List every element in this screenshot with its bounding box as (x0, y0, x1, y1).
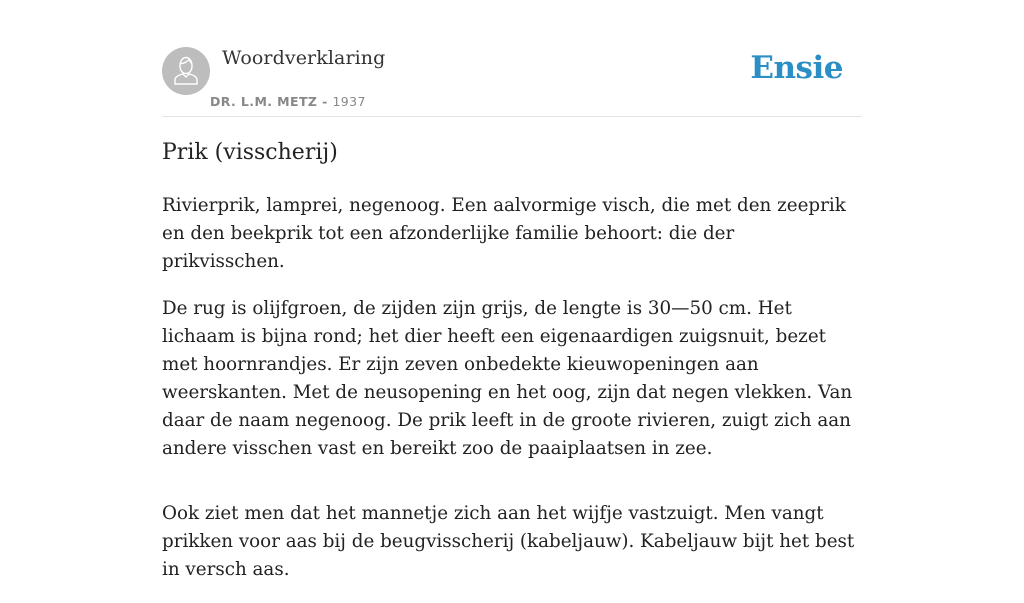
paragraph-1: Rivierprik, lamprei, negenoog. Een aalvormige visch, die met den zeeprik en den beekprik tot een afzonderlijke familie behoort: die der prikvisschen. (162, 195, 846, 272)
source-separator: - (317, 94, 333, 109)
entry-header (162, 46, 862, 117)
paragraph-2: De rug is olijfgroen, de zijden zijn grijs, de lengte is 30—50 cm. Het lichaam is bijna rond; het dier heeft een eigenaardigen zuigsnuit, bezet met hoornrandjes. Er zijn zeven onbedekte kieuwopeningen aan weerskanten. Met de neusopening en het oog, zijn dat negen vlekken. Van daar de naam negenoog. De prik leeft in de groote rivieren, zuigt zich aan andere visschen vast en bereikt zoo de paaiplaatsen in zee. (162, 298, 853, 459)
entry-title: Prik (visscherij) (162, 140, 338, 165)
ensie-logo[interactable]: Ensie (750, 50, 843, 86)
author-name[interactable]: DR. L.M. METZ (210, 94, 318, 109)
author-avatar[interactable] (162, 47, 210, 95)
source-year: 1937 (332, 94, 366, 109)
paragraph-3: Ook ziet men dat het mannetje zich aan het wijfje vastzuigt. Men vangt prikken voor aas bij de beugvisscherij (kabeljauw). Kabeljauw bijt het best in versch aas. (162, 503, 855, 580)
user-icon (162, 47, 210, 95)
source-attribution[interactable] (210, 94, 366, 109)
entry-body (162, 192, 862, 603)
category-label: Woordverklaring (222, 47, 386, 69)
